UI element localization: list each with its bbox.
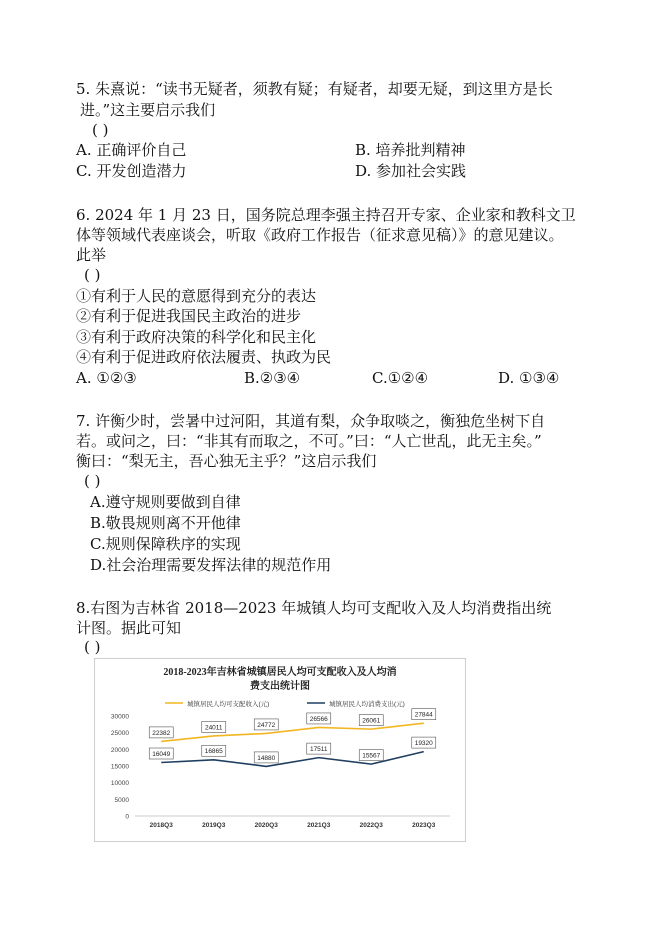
q7-answer-blank: ( ) [84, 472, 101, 490]
chart-canvas [95, 659, 465, 841]
data-label: 26061 [362, 717, 381, 725]
y-tick-label: 25000 [110, 730, 129, 738]
q6-statement-3: ③有利于政府决策的科学化和民主化 [76, 328, 317, 346]
x-tick-label: 2020Q3 [254, 822, 278, 829]
q5-option-b: B. 培养批判精神 [355, 141, 466, 159]
q6-stem-line2: 体等领域代表座谈会，听取《政府工作报告（征求意见稿）》的意见建议。 [76, 226, 564, 244]
q8-answer-blank: ( ) [84, 638, 101, 656]
q6-option-b: B.②③④ [244, 369, 301, 387]
data-label: 17511 [309, 746, 328, 754]
q7-option-b: B.敬畏规则离不开他律 [90, 514, 241, 532]
data-label: 26566 [309, 715, 328, 723]
x-tick-label: 2021Q3 [307, 822, 331, 829]
q5-answer-blank: ( ) [92, 121, 109, 139]
y-tick-label: 30000 [110, 713, 129, 721]
data-label: 14880 [257, 754, 276, 762]
y-tick-label: 0 [125, 813, 129, 821]
x-tick-label: 2022Q3 [359, 822, 383, 829]
data-label: 27844 [414, 711, 433, 719]
q6-statement-1: ①有利于人民的意愿得到充分的表达 [76, 287, 317, 305]
q8-stem-line2: 计图。据此可知 [76, 619, 182, 637]
q5-option-d: D. 参加社会实践 [355, 162, 467, 180]
data-labels [149, 709, 436, 763]
q7-stem-line2: 若。或问之，曰：“非其有而取之，不可。”曰：“人亡世乱，此无主矣。” [76, 432, 542, 450]
q5-stem-line1: 5. 朱熹说：“读书无疑者，须教有疑；有疑者，却要无疑，到这里方是长 [76, 80, 553, 98]
income-series-line [161, 723, 424, 741]
q6-statement-2: ②有利于促进我国民主政治的进步 [76, 307, 302, 325]
q7-option-c: C.规则保障秩序的实现 [90, 535, 241, 553]
q7-option-a: A.遵守规则要做到自律 [90, 493, 241, 511]
q6-statement-4: ④有利于促进政府依法履责、执政为民 [76, 348, 332, 366]
legend-label-consumption: 城镇居民人均消费支出(元) [329, 701, 405, 708]
x-axis [150, 822, 436, 829]
data-label: 19320 [414, 740, 433, 747]
q6-option-c: C.①②④ [372, 369, 429, 387]
data-label: 24011 [204, 724, 223, 732]
y-tick-label: 20000 [110, 746, 129, 754]
q7-stem-line1: 7. 许衡少时，尝暑中过河阳，其道有梨，众争取啖之，衡独危坐树下自 [76, 412, 546, 430]
legend-label-income: 城镇居民人均可支配收入(元) [187, 701, 270, 708]
data-label: 15567 [362, 752, 381, 760]
q6-stem-line3: 此举 [76, 246, 107, 264]
q6-answer-blank: ( ) [84, 266, 101, 284]
y-tick-label: 5000 [114, 796, 129, 804]
q7-option-d: D.社会治理需要发挥法律的规范作用 [90, 556, 332, 574]
q5-option-c: C. 开发创造潜力 [76, 162, 187, 180]
x-tick-label: 2023Q3 [412, 822, 436, 829]
chart-title-line2: 费支出统计图 [250, 681, 310, 692]
q6-stem-line1: 6. 2024 年 1 月 23 日，国务院总理李强主持召开专家、企业家和教科文卫 [76, 206, 576, 224]
q6-option-d: D. ①③④ [498, 369, 560, 387]
income-consumption-chart [94, 658, 466, 842]
consumption-series-line [161, 752, 424, 767]
q5-stem-line2: 进。”这主要启示我们 [80, 101, 216, 119]
q8-stem-line1: 8.右图为吉林省 2018—2023 年城镇人均可支配收入及人均消费指出统 [76, 599, 552, 617]
q5-option-a: A. 正确评价自己 [76, 141, 187, 159]
series-lines [161, 723, 424, 766]
x-tick-label: 2019Q3 [202, 822, 226, 829]
y-tick-label: 15000 [110, 763, 129, 771]
q7-stem-line3: 衡曰：“梨无主，吾心独无主乎？”这启示我们 [76, 452, 377, 470]
data-label: 16865 [204, 748, 223, 756]
q6-option-a: A. ①②③ [76, 369, 137, 387]
data-label: 16049 [152, 750, 171, 758]
data-label: 24772 [257, 721, 276, 729]
data-label: 22382 [152, 729, 171, 737]
chart-title-line1: 2018-2023年吉林省城镇居民人均可支配收入及人均消 [163, 667, 397, 678]
x-tick-label: 2018Q3 [149, 822, 173, 829]
y-tick-label: 10000 [110, 780, 129, 788]
